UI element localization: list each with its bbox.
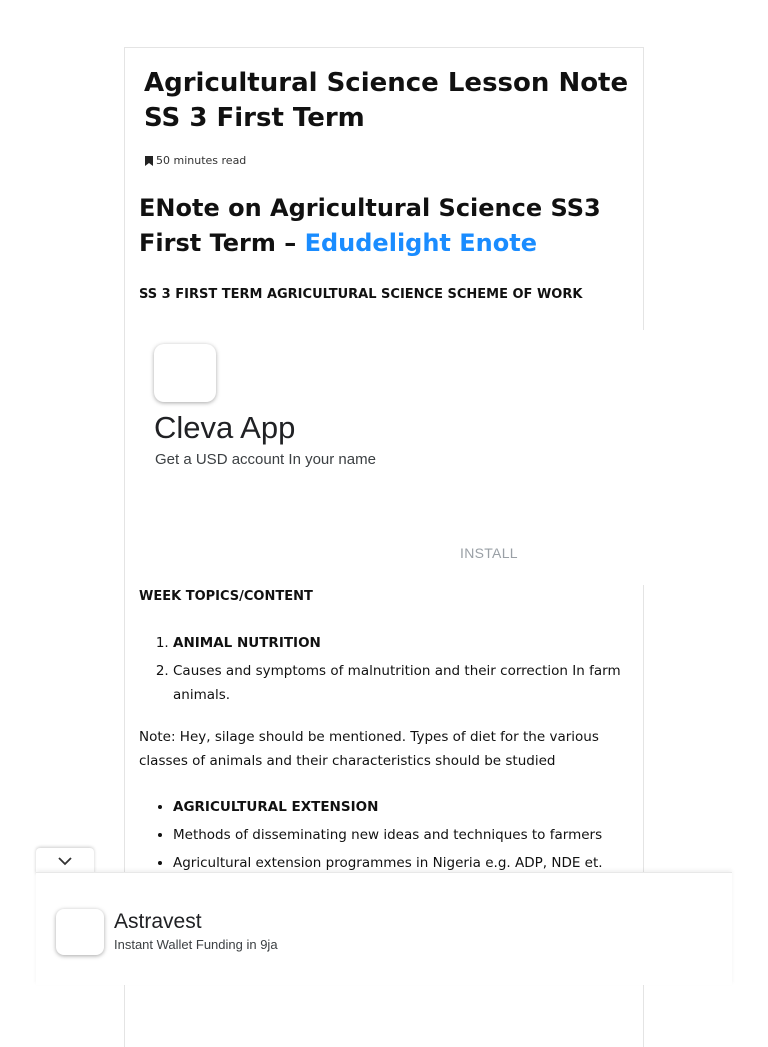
bookmark-icon <box>145 156 153 166</box>
app-icon[interactable] <box>154 344 216 402</box>
list-item <box>173 823 663 847</box>
app-icon[interactable] <box>56 909 104 955</box>
week-heading: WEEK TOPICS/CONTENT <box>139 589 313 604</box>
list-item-text: Agricultural extension programmes in Nigeria e.g. ADP, NDE et. <box>173 855 603 871</box>
app-install-ad[interactable] <box>127 330 647 585</box>
article-heading <box>139 191 609 261</box>
list-item <box>173 659 663 707</box>
list-item-text: AGRICULTURAL EXTENSION <box>173 799 379 815</box>
page-title: Agricultural Science Lesson Note SS 3 First Term <box>144 68 629 133</box>
read-time <box>145 154 246 167</box>
anchor-ad-subtitle: Instant Wallet Funding in 9ja <box>114 937 278 952</box>
read-time-text: 50 minutes read <box>156 154 247 167</box>
list-item-text: Causes and symptoms of malnutrition and their correction In farm animals. <box>173 663 621 703</box>
topic-list <box>139 631 663 711</box>
heading-text: ENote on Agricultural Science SS3 First Term – <box>139 194 601 257</box>
note-paragraph: Note: Hey, silage should be mentioned. Types of diet for the various classes of animals and their characteristics should be studied <box>139 729 599 769</box>
anchor-ad-name[interactable]: Astravest <box>114 910 202 933</box>
chevron-down-icon <box>58 857 72 866</box>
install-button[interactable]: INSTALL <box>460 545 518 561</box>
list-item-text: ANIMAL NUTRITION <box>173 635 321 651</box>
collapse-ad-button[interactable] <box>36 848 94 874</box>
heading-link[interactable]: Edudelight Enote <box>304 229 537 257</box>
ad-app-subtitle: Get a USD account In your name <box>155 451 376 468</box>
bullet-list <box>139 795 663 879</box>
anchor-ad[interactable] <box>36 872 732 985</box>
list-item <box>173 795 663 819</box>
ad-app-name[interactable]: Cleva App <box>154 410 296 445</box>
scheme-heading: SS 3 FIRST TERM AGRICULTURAL SCIENCE SCHEME OF WORK <box>139 287 583 302</box>
list-item <box>173 631 663 655</box>
list-item-text: Methods of disseminating new ideas and techniques to farmers <box>173 827 603 843</box>
